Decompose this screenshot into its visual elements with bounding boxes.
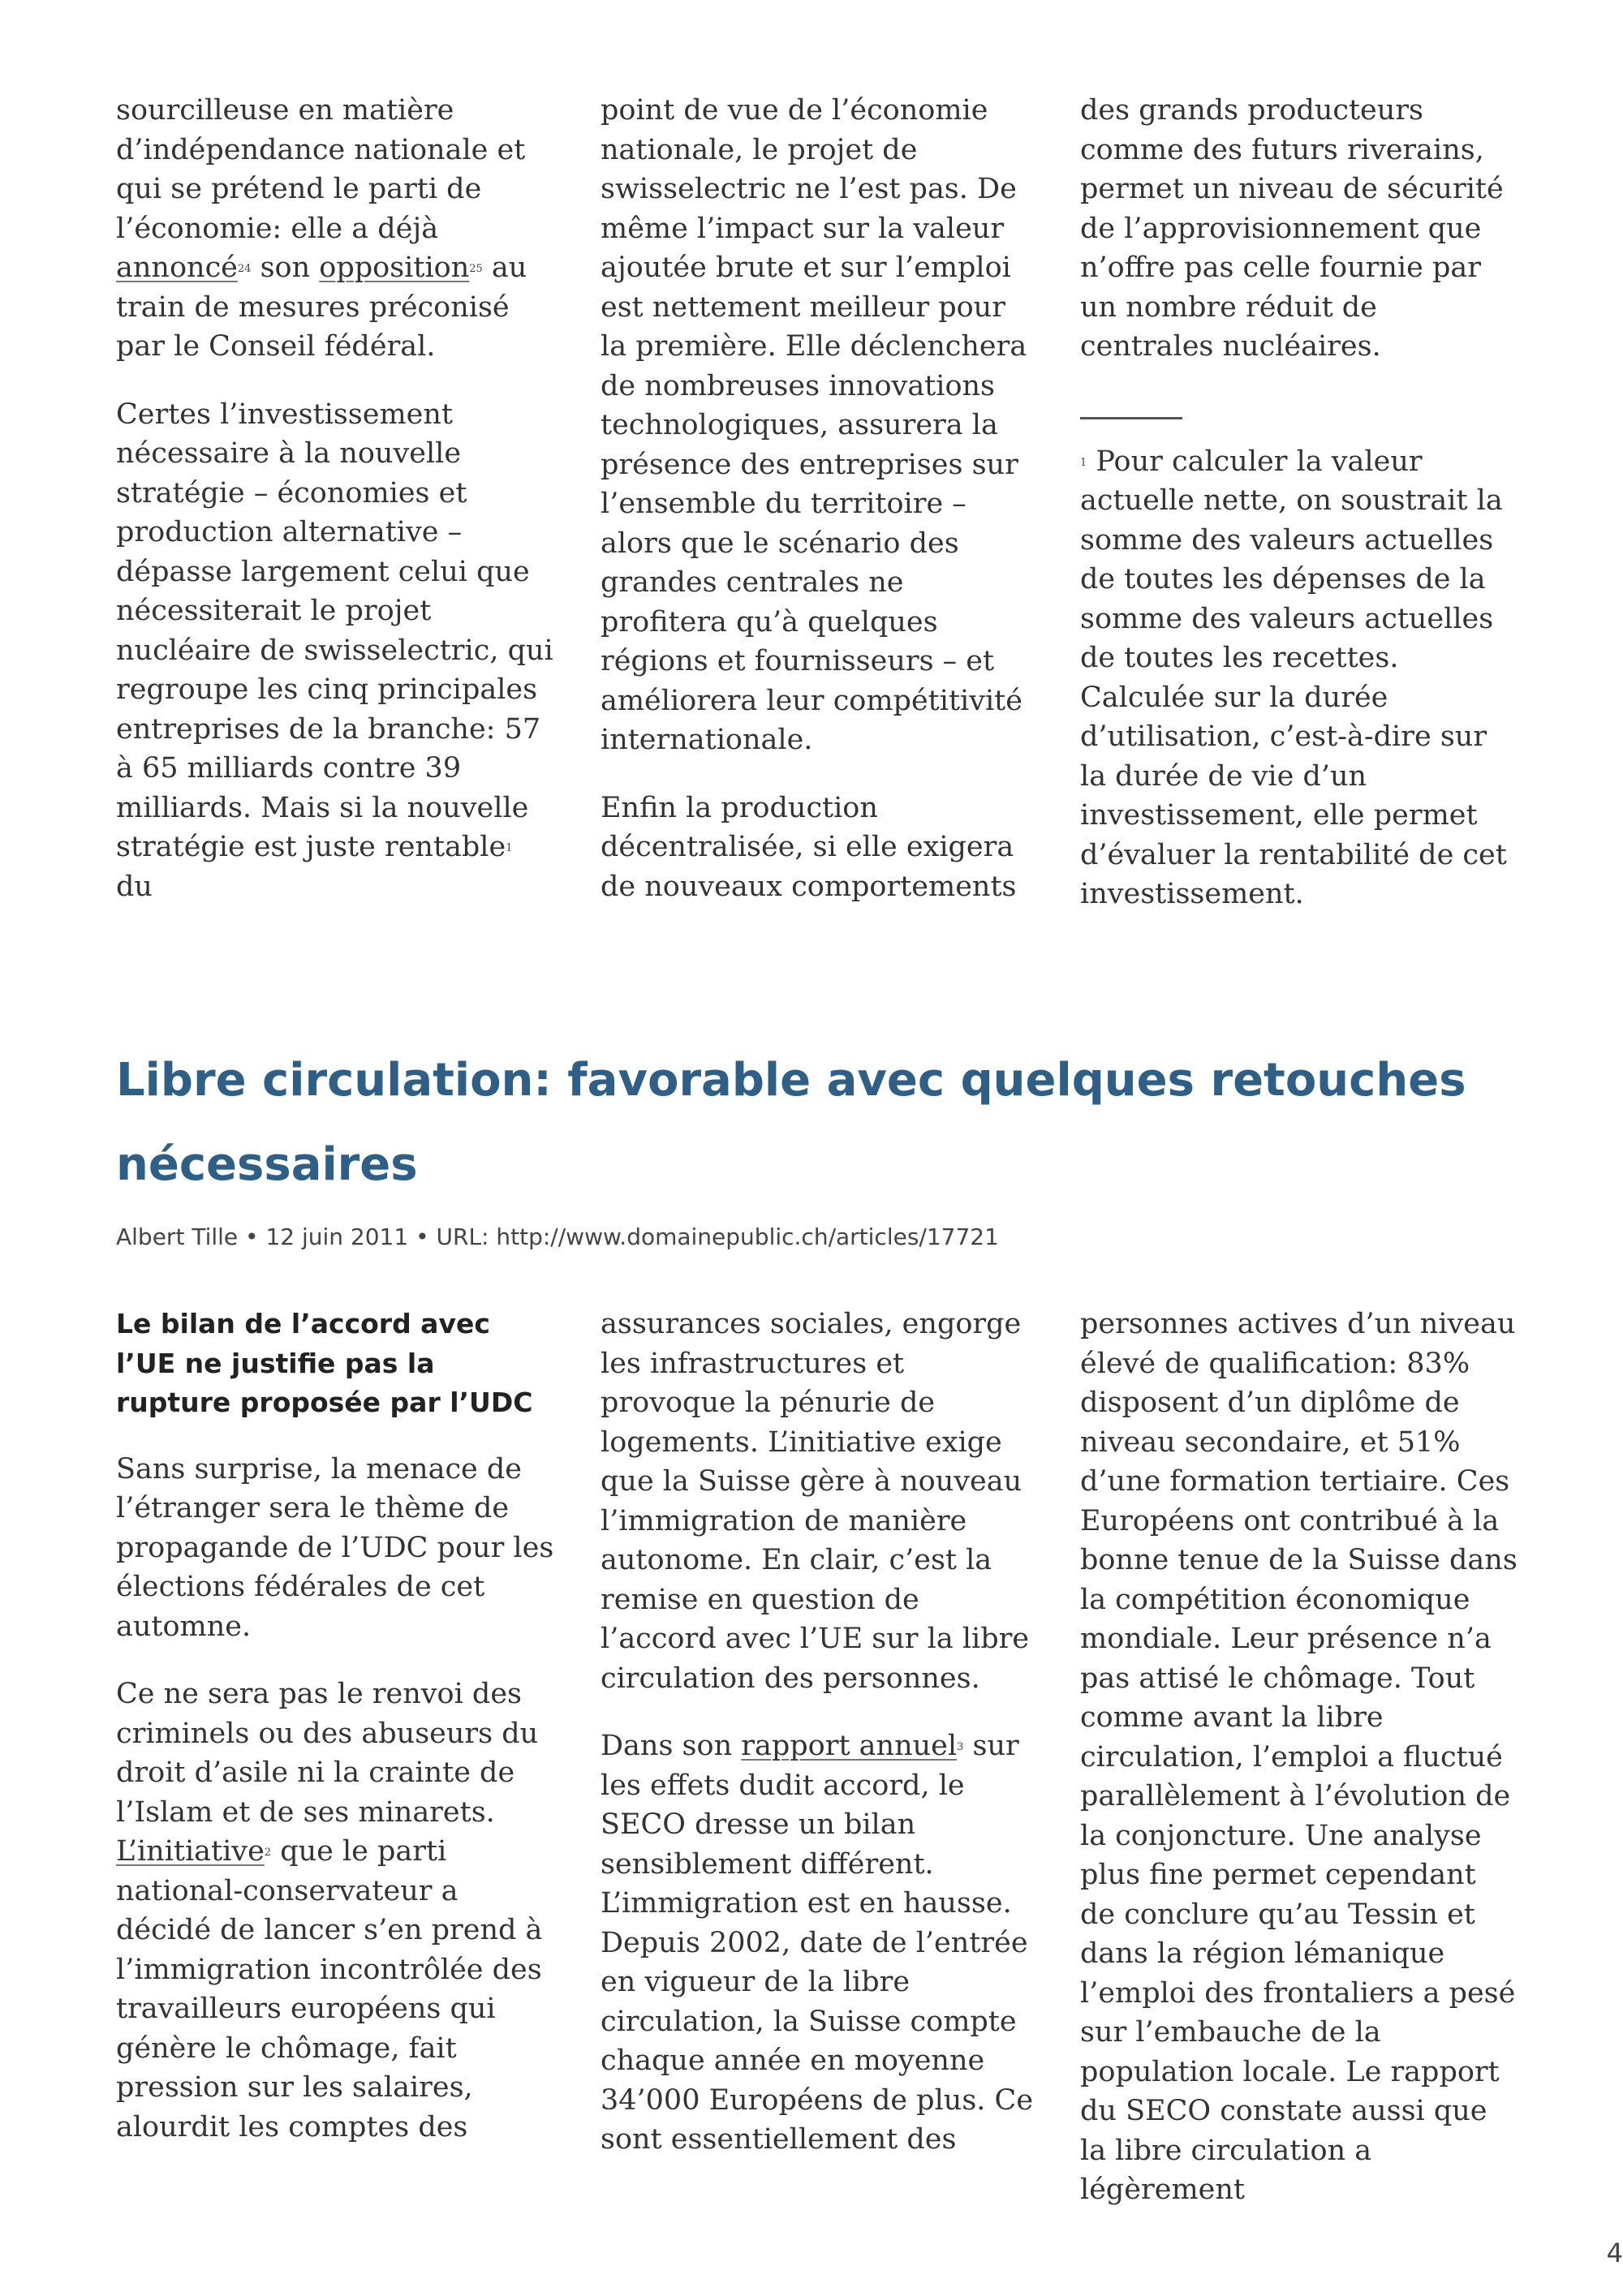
article-column-3 (1080, 1305, 1518, 2210)
paragraph: Enfin la production décentralisée, si elle exigera de nouveaux comportements (601, 791, 1017, 903)
footnote-ref: 25 (469, 263, 483, 275)
paragraph: des grands producteurs comme des futurs riverains, permet un niveau de sécurité de l’approvisionnement que n’offre pas celle fournie par un nombre réduit de centrales nucléaires. (1080, 94, 1504, 363)
footnote-ref: 1 (506, 842, 513, 854)
footnote: $^1$ Pour calculer la valeur actuelle nette, on soustrait la somme des valeurs actuelles de toutes les dépenses de la somme des valeurs actuelles de toutes les recettes. Calculée sur la durée d’utilisation, c’est-à-dire sur la durée de vie d’un investissement, elle permet d’évaluer la rentabilité de cet investissement. (1080, 445, 1507, 910)
paragraph: Ce ne sera pas le renvoi des criminels ou des abuseurs du droit d’asile ni la crainte de l’Islam et de ses minarets. L’initiative$^2$ que le parti national-conservateur a décidé de lancer s’en prend à l’immigration incontrôlée des travailleurs européens qui génère le chômage, fait pression sur les salaires, alourdit les comptes des (116, 1678, 543, 2143)
article-lead: Le bilan de l’accord avec l’UE ne justifie pas la rupture proposée par l’UDC (116, 1308, 533, 1418)
prev-article-column-2 (601, 91, 1039, 906)
paragraph: sourcilleuse en matière d’indépendance nationale et qui se prétend le parti de l’économie: elle a déjà annoncé$^{24}$ son opposition$^{25}$ au train de mesures préconisé par le Conseil fédéral. (116, 94, 527, 363)
article-column-2 (601, 1305, 1039, 2160)
prev-article-column-3 (1080, 91, 1518, 914)
paragraph: assurances sociales, engorge les infrastructures et provoque la pénurie de logements. L’initiative exige que la Suisse gère à nouveau l’immigration de manière autonome. En clair, c’est la remise en question de l’accord avec l’UE sur la libre circulation des personnes. (601, 1308, 1030, 1695)
paragraph: point de vue de l’économie nationale, le projet de swisselectric ne l’est pas. De même l’impact sur la valeur ajoutée brute et sur l’emploi est nettement meilleur pour la première. Elle déclenchera de nombreuses innovations technologiques, assurera la présence des entreprises sur l’ensemble du territoire – alors que le scénario des grandes centrales ne profitera qu’à quelques régions et fournisseurs – et améliorera leur compétitivité internationale. (601, 94, 1027, 756)
footnote-ref: 3 (957, 1741, 964, 1753)
footnote-divider (1080, 417, 1182, 419)
paragraph: Certes l’investissement nécessaire à la nouvelle stratégie – économies et production alternative – dépasse largement celui que nécessiterait le projet nucléaire de swisselectric, qui regroupe les cinq principales entreprises de la branche: 57 à 65 milliards contre 39 milliards. Mais si la nouvelle stratégie est juste rentable$^1$ du (116, 398, 553, 903)
article-column-1 (116, 1305, 554, 2147)
page-number: 4 (1606, 2238, 1623, 2268)
footnote-ref: 24 (237, 263, 252, 275)
link-annonce[interactable]: annoncé (116, 252, 238, 284)
paragraph: personnes actives d’un niveau élevé de qualification: 83% disposent d’un diplôme de niveau secondaire, et 51% d’une formation tertiaire. Ces Européens ont contribué à la bonne tenue de la Suisse dans la compétition économique mondiale. Leur présence n’a pas attisé le chômage. Tout comme avant la libre circulation, l’emploi a fluctué parallèlement à l’évolution de la conjoncture. Une analyse plus fine permet cependant de conclure qu’au Tessin et dans la région lémanique l’emploi des frontaliers a pesé sur l’embauche de la population locale. Le rapport du SECO constate aussi que la libre circulation a légèrement (1080, 1308, 1518, 2206)
link-initiative[interactable]: L’initiative (116, 1835, 265, 1868)
link-rapport-annuel[interactable]: rapport annuel (741, 1730, 958, 1762)
link-opposition[interactable]: opposition (319, 252, 470, 284)
footnote-number: 1 (1080, 456, 1087, 469)
paragraph: Dans son rapport annuel$^3$ sur les effets dudit accord, le SECO dresse un bilan sensiblement différent. L’immigration est en hausse. Depuis 2002, date de l’entrée en vigueur de la libre circulation, la Suisse compte chaque année en moyenne 34’000 Européens de plus. Ce sont essentiellement des (601, 1730, 1034, 2156)
footnote-ref: 2 (264, 1847, 272, 1859)
prev-article-column-1 (116, 91, 554, 906)
paragraph: Sans surprise, la menace de l’étranger sera le thème de propagande de l’UDC pour les élections fédérales de cet automne. (116, 1452, 554, 1643)
article-byline: Albert Tille • 12 juin 2011 • URL: http://www.domainepublic.ch/articles/17721 (116, 1223, 999, 1250)
article-title: Libre circulation: favorable avec quelques retouches nécessaires (116, 1054, 1466, 1191)
